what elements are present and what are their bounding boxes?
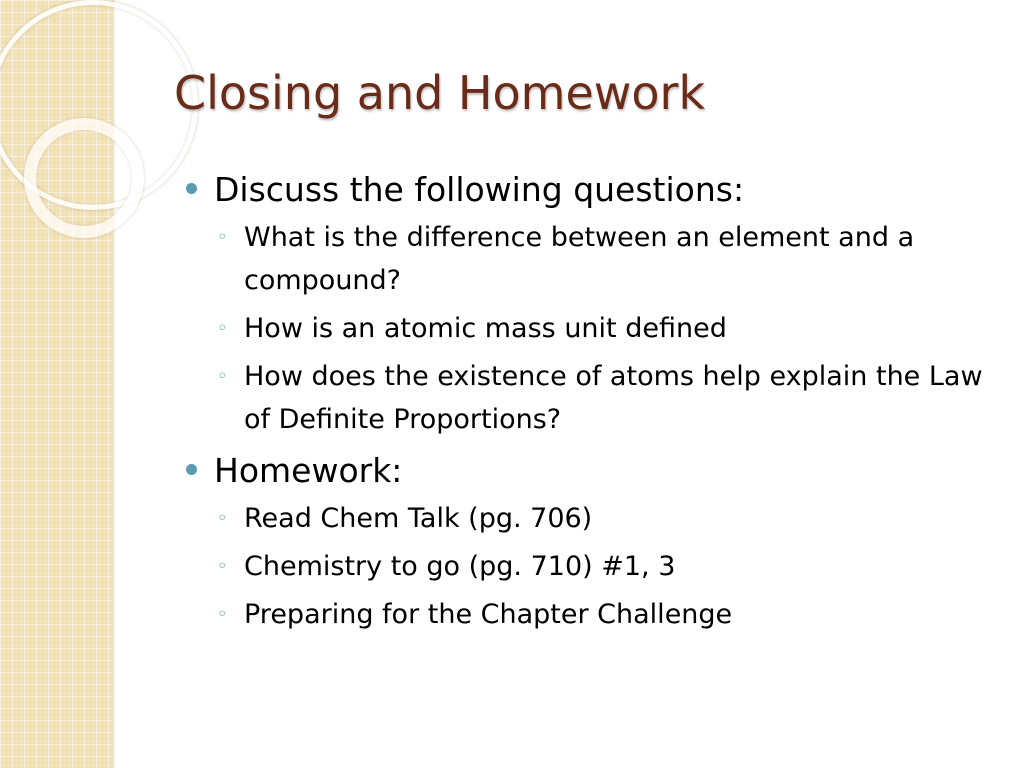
sub-bullet-circle-icon: ◦ <box>217 556 228 577</box>
sub-bullet-text: What is the difference between an element and a compound? <box>244 222 915 296</box>
sub-bullet-circle-icon: ◦ <box>217 508 228 529</box>
sub-bullet-item <box>184 593 984 636</box>
sub-bullet-item <box>184 497 984 540</box>
sub-bullet-circle-icon: ◦ <box>217 604 228 625</box>
bullet-text: Homework: <box>214 451 403 490</box>
sub-bullet-text: How does the existence of atoms help explain the Law of Definite Proportions? <box>244 361 983 435</box>
bullet-item-discuss <box>184 168 984 212</box>
slide-content <box>184 168 984 644</box>
sub-bullet-item <box>184 216 984 302</box>
sub-bullet-item <box>184 307 984 350</box>
sub-bullet-item <box>184 355 984 441</box>
section-homework <box>184 449 984 636</box>
section-discuss <box>184 168 984 441</box>
sub-bullet-text: Preparing for the Chapter Challenge <box>244 599 733 630</box>
bullet-dot-icon <box>186 183 197 194</box>
sub-bullet-text: Chemistry to go (pg. 710) #1, 3 <box>244 551 676 582</box>
sub-bullet-text: How is an atomic mass unit defined <box>244 313 727 344</box>
sub-bullet-circle-icon: ◦ <box>217 366 228 387</box>
sub-bullet-circle-icon: ◦ <box>217 227 228 248</box>
bullet-text: Discuss the following questions: <box>214 170 745 209</box>
decorative-ring-small <box>24 118 144 238</box>
slide-title: Closing and Homework <box>174 66 706 120</box>
sub-bullet-item <box>184 545 984 588</box>
bullet-dot-icon <box>186 464 197 475</box>
sub-bullet-text: Read Chem Talk (pg. 706) <box>244 503 593 534</box>
bullet-item-homework <box>184 449 984 493</box>
sub-bullet-circle-icon: ◦ <box>217 318 228 339</box>
